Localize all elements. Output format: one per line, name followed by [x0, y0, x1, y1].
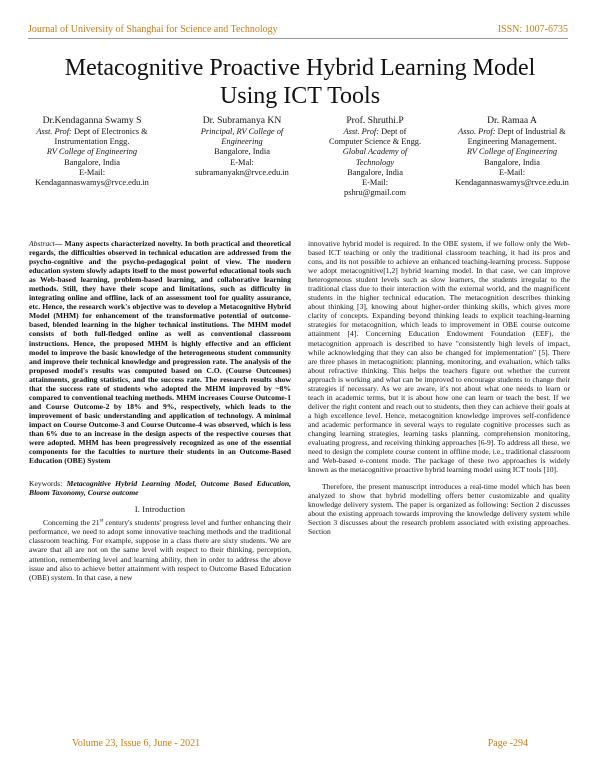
author-affiliation: Asst. Prof: Dept of Computer Science & Engg. [328, 127, 422, 147]
author-college: RV College of Engineering [46, 147, 138, 157]
author-name: Dr. Ramaa A [487, 115, 537, 126]
header-rule [28, 38, 568, 39]
keywords-text: Metacognitive Hybrid Learning Model, Outcome Based Education, Bloom Taxonomy, Course outcome [29, 479, 291, 498]
author-location: Bangalore, India [214, 147, 270, 157]
author-email: subramanyakn@rvce.edu.in [195, 167, 289, 177]
author-affiliation: Asst. Prof: Dept of Electronics & Instrumentation Engg. [36, 127, 148, 147]
abstract [29, 239, 291, 465]
author-name: Dr.Kendaganna Swamy S [42, 115, 142, 126]
author-email: Kendagannaswamys@rvce.edu.in [455, 178, 569, 188]
body-paragraph: innovative hybrid model is required. In the OBE system, if we follow only the Web-based ICT teaching or only the traditional classroom teaching, it had its pros and cons, and its not possible to achieve an enhanced teaching-learning process. Suppose we adopt metacognitive[1,2] hybrid learning model. In that case, we can improve heterogeneous student levels such as slow learners, the students irregular to the traditional class due to their interaction with the external world, and the magnificent students in the higher technical education. The metacognition describes thinking about thinking [3], knowing about higher-order thinking skills, which gives more clarity of concepts. Expanding beyond thinking leads to explicit teaching-learning strategies for metacognition, which leads to improvement in OBE course outcome attainment [4]. Concerning Education Endowment Foundation (EEF), the metacognition approach is described to have "consistently high levels of impact, while acknowledging that they can also be changed for implementation" [5]. There are three phases in metacognition: planning, monitoring, and evaluation, which talks about refractive thinking. This helps the teachers figure out whether the current approach is working and what can be improved to encourage students to change their strategies if necessary. As we are aware, it's not about what one needs to learn or teach in academic terms, but it is about how one can learn or teach the best. If we deliver the right content and reach out to students, then they can achieve their goals at a high excellence level. Hence, metacognition knowledge improves self-confidence and academic performance in several ways to regulate cognitive processes such as changing learning strategies, learning tasks planning, comprehension monitoring, evaluating progress, and receiving thinking approaches [6-9]. To address all these, we need to design the complete course content in offline mode, i.e., traditional classroom and Web-based e-content mode. The package of these two approaches is widely known as the metacognitive proactive hybrid learning model using ICT tools [10]. [308, 239, 570, 475]
body-paragraph: Therefore, the present manuscript introduces a real-time model which has been analyzed to show that hybrid modelling offers better customizable and quality knowledge delivery system. The paper is organized as following: Section 2 discusses about the existing approach towards improving the knowledge delivery system while Section 3 discusses about the research problem associated with existing approaches. Section [308, 482, 570, 537]
left-column [29, 239, 291, 582]
abstract-label: Abstract [29, 239, 55, 248]
author-name: Dr. Subramanya KN [202, 115, 282, 126]
author-name: Prof. Shruthi.P [346, 115, 404, 126]
author-affiliation: Asso. Prof: Dept of Industrial & Engineering Management. [458, 127, 566, 147]
author-location: Bangalore, India [347, 167, 403, 177]
author-affiliation: Principal, RV College of Engineering [200, 127, 284, 147]
issn: ISSN: 1007-6735 [497, 24, 568, 35]
author-college: Global Academy of Technology [342, 147, 408, 167]
volume-info: Volume 23, Issue 6, June - 2021 [72, 738, 201, 749]
author-3 [328, 115, 422, 198]
abstract-text: — Many aspects characterized novelty. In both practical and theoretical regards, the difficulties observed in technical education are addressed from the psycho-cognitive and the psycho-pedagogical point of view. The modern education system slowly adapts itself to the most powerful educational tools such as Web-based learning, problem-based learning, and collaborative learning methods. Still, they have their scope and limitations, such as difficulty in integrating online and offline, lack of an assessment tool for quality assurance, etc. Hence, the research work's objective was to develop a Metacognitive Hybrid Model (MHM) for enhancement of the transformative potential of outcome-based, blended learning in the higher technical institutions. The MHM model consists of both full-fledged online as well as conventional classroom instructions. Hence, the proposed MHM is highly effective and an efficient model to improve the basic knowledge of the heterogeneous student community and improve their technical knowledge and progression rate. The analysis of the proposed model's results was computed based on C.O. (Course Outcomes) attainments, grading statistics, and the success rate. The research results show that the success rate of students who adopted the MHM improved by ~8% compared to conventional teaching methods. MHM increases Course Outcome-1 and Course Outcome-2 by 18% and 9%, respectively, which leads to the improvement of basic understanding and application of technology. A minimal impact on Course Outcome-3 and Course Outcome-4 was observed, which is less than 6% due to an increase in the design aspects of the respective courses that were adopted. MHM has been progressively recognized as one of the essential components for the faculties to nurture their students in an Outcome-Based Education (OBE) System [29, 239, 291, 466]
right-column [308, 239, 570, 537]
paper-title: Metacognitive Proactive Hybrid Learning Model Using ICT Tools [64, 55, 536, 109]
author-2 [182, 115, 302, 198]
intro-paragraph: Concerning the 21st century's students' progress level and further enhancing their performance, we need to adopt some innovative teaching methods and the traditional classroom teaching. For example, suppose in a class there are sixty students. We are aware that all are not on the same level with respect to their thinking, perception, attention, remembering level and learning ability, then in order to address the above issue and also to achieve better attainment with respect to Outcome Based Education (OBE) system. In that case, a new [29, 517, 291, 582]
author-email-label: E-Mal: [230, 157, 254, 167]
journal-name: Journal of University of Shanghai for Science and Technology [28, 24, 278, 35]
page-footer [72, 738, 528, 749]
author-block [28, 115, 576, 198]
journal-header [28, 24, 568, 35]
keywords-label: Keywords: [29, 479, 63, 489]
author-email: pshru@gmail.com [344, 188, 406, 198]
author-email-label: E-Mail: [498, 167, 526, 177]
keywords [29, 479, 291, 497]
author-4 [448, 115, 576, 198]
page-number: Page -294 [487, 738, 528, 749]
author-1 [28, 115, 156, 198]
author-email-label: E-Mail: [78, 167, 106, 177]
author-email: Kendagannaswamys@rvce.edu.in [35, 178, 149, 188]
section-heading: I. Introduction [134, 505, 186, 515]
author-location: Bangalore, India [64, 157, 120, 167]
author-location: Bangalore, India [484, 157, 540, 167]
author-email-label: E-Mail: [361, 178, 389, 188]
author-college: RV College of Engineering [466, 147, 558, 157]
